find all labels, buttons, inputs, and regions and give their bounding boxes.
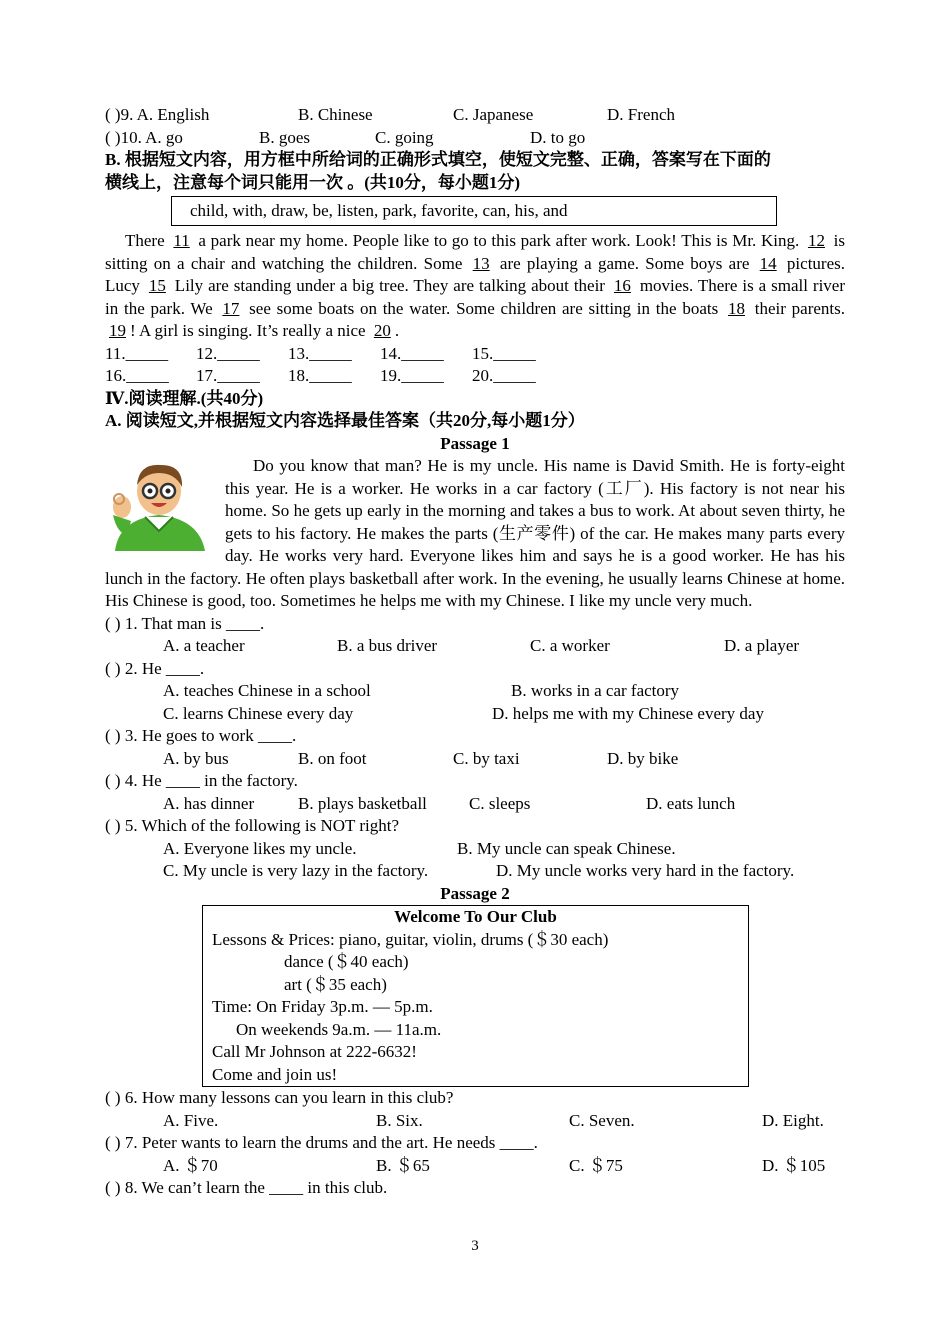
cloze-text: their parents. xyxy=(748,298,845,318)
question-stem: ( ) 2. He ____. xyxy=(105,658,205,678)
option-d[interactable]: D. by bike xyxy=(607,748,679,768)
question-7-options xyxy=(105,1155,845,1178)
question-4-options xyxy=(105,793,845,816)
option-d[interactable]: D. eats lunch xyxy=(646,793,736,813)
option-b[interactable]: B. Six. xyxy=(376,1110,423,1130)
option-d[interactable]: D. My uncle works very hard in the factory. xyxy=(496,861,795,880)
question-2-options-2 xyxy=(105,703,845,726)
question-4 xyxy=(105,770,845,793)
passage-1 xyxy=(105,455,845,613)
question-stem: ( ) 4. He ____ in the factory. xyxy=(105,771,298,790)
section-b-title-2: 横线上，注意每个词只能用一次 。(共10分，每小题1分) xyxy=(105,172,521,192)
section-a-title: A. 阅读短文,并根据短文内容选择最佳答案（共20分,每小题1分） xyxy=(105,411,585,430)
cloze-blank-20[interactable]: 20 xyxy=(373,321,391,340)
cloze-text: movies. There is a small river in the park. We xyxy=(105,276,845,318)
option-d: D. French xyxy=(607,105,675,124)
cloze-blank-16[interactable]: 16 xyxy=(613,276,631,295)
option-b[interactable]: B. a bus driver xyxy=(337,636,438,655)
option-b[interactable]: B. works in a car factory xyxy=(511,681,680,700)
club-line: Time: On Friday 3p.m. — 5p.m. xyxy=(212,997,433,1016)
option-b[interactable]: B. My uncle can speak Chinese. xyxy=(457,838,676,858)
option-b: B. goes xyxy=(259,127,310,147)
answer-blank[interactable]: 18._____ xyxy=(288,366,352,385)
club-title: Welcome To Our Club xyxy=(394,907,557,926)
question-10 xyxy=(105,127,845,150)
option-c: C. going xyxy=(375,127,434,147)
option-a[interactable]: A. Everyone likes my uncle. xyxy=(163,838,357,858)
answer-blank[interactable]: 19._____ xyxy=(380,366,444,385)
question-5-options-2 xyxy=(105,860,845,883)
cloze-text: are playing a game. Some boys are xyxy=(493,253,756,273)
club-line: Lessons & Prices: piano, guitar, violin, drums (＄30 each) xyxy=(212,929,609,949)
cloze-blank-12[interactable]: 12 xyxy=(807,231,825,250)
answer-blank[interactable]: 16._____ xyxy=(105,366,169,385)
question-5 xyxy=(105,815,845,838)
answer-blank[interactable]: 15._____ xyxy=(472,343,536,363)
option-d[interactable]: D. ＄105 xyxy=(762,1155,826,1175)
cloze-blank-14[interactable]: 14 xyxy=(759,253,777,273)
option-b: B. Chinese xyxy=(298,105,373,124)
cloze-passage xyxy=(105,230,845,343)
question-3-options xyxy=(105,748,845,771)
cloze-blank-15[interactable]: 15 xyxy=(148,276,166,295)
question-9-stem: ( )9. A. English xyxy=(105,105,210,124)
section-b-title-1: B. 根据短文内容，用方框中所给词的正确形式填空，使短文完整、正确，答案写在下面的 xyxy=(105,150,771,169)
question-stem: ( ) 6. How many lessons can you learn in this club? xyxy=(105,1088,454,1107)
option-d[interactable]: D. helps me with my Chinese every day xyxy=(492,703,764,723)
question-10-stem: ( )10. A. go xyxy=(105,127,183,147)
cloze-blank-19[interactable]: 19 xyxy=(109,321,126,340)
option-d: D. to go xyxy=(530,127,586,147)
question-stem: ( ) 5. Which of the following is NOT right? xyxy=(105,816,399,835)
option-c[interactable]: C. My uncle is very lazy in the factory. xyxy=(163,861,429,880)
answer-row-1 xyxy=(105,343,845,366)
question-5-options-1 xyxy=(105,838,845,861)
club-line: On weekends 9a.m. — 11a.m. xyxy=(236,1019,442,1039)
option-c[interactable]: C. ＄75 xyxy=(569,1155,623,1175)
question-3 xyxy=(105,725,845,748)
option-d[interactable]: D. a player xyxy=(724,636,800,655)
option-a[interactable]: A. teaches Chinese in a school xyxy=(163,681,371,700)
option-a[interactable]: A. by bus xyxy=(163,748,229,768)
question-1 xyxy=(105,613,845,636)
question-2-options-1 xyxy=(105,680,845,703)
option-c[interactable]: C. a worker xyxy=(530,636,610,655)
option-c: C. Japanese xyxy=(453,105,534,124)
question-stem: ( ) 3. He goes to work ____. xyxy=(105,726,297,745)
answer-row-2 xyxy=(105,365,845,388)
answer-blank[interactable]: 13._____ xyxy=(288,343,352,363)
answer-blank[interactable]: 14._____ xyxy=(380,343,444,363)
passage-2-heading: Passage 2 xyxy=(440,883,510,903)
option-b[interactable]: B. plays basketball xyxy=(298,793,427,813)
cloze-text: a park near my home. People like to go to this park after work. Look! This is Mr. King. xyxy=(193,231,804,250)
question-6-options xyxy=(105,1110,845,1133)
club-line: Come and join us! xyxy=(212,1064,338,1084)
cloze-text: ! A girl is singing. It’s really a nice xyxy=(130,321,370,340)
answer-blank[interactable]: 11._____ xyxy=(105,343,169,363)
option-a[interactable]: A. a teacher xyxy=(163,636,245,655)
option-a[interactable]: A. has dinner xyxy=(163,793,255,813)
page-number: 3 xyxy=(471,1238,479,1254)
option-c[interactable]: C. learns Chinese every day xyxy=(163,703,354,723)
club-line: art (＄35 each) xyxy=(284,974,387,994)
answer-blank[interactable]: 20._____ xyxy=(472,366,536,385)
option-b[interactable]: B. on foot xyxy=(298,748,367,768)
question-8 xyxy=(105,1177,845,1200)
section-iv-title: Ⅳ.阅读理解.(共40分) xyxy=(105,388,264,408)
option-c[interactable]: C. by taxi xyxy=(453,748,520,768)
question-6 xyxy=(105,1087,845,1110)
option-a[interactable]: A. Five. xyxy=(163,1110,219,1130)
option-a[interactable]: A. ＄70 xyxy=(163,1155,218,1175)
question-1-options xyxy=(105,635,845,658)
cloze-text: There xyxy=(125,231,170,250)
option-b[interactable]: B. ＄65 xyxy=(376,1155,430,1175)
option-d[interactable]: D. Eight. xyxy=(762,1110,824,1130)
cartoon-uncle-image xyxy=(105,457,213,551)
cloze-text: . xyxy=(394,321,400,340)
cloze-text: is sitting on a chair and watching the children. Some xyxy=(105,231,845,273)
question-stem: ( ) 8. We can’t learn the ____ in this club. xyxy=(105,1178,388,1197)
question-2 xyxy=(105,658,845,681)
option-c[interactable]: C. sleeps xyxy=(469,793,531,813)
cloze-blank-11[interactable]: 11 xyxy=(173,231,190,250)
passage-1-heading: Passage 1 xyxy=(440,433,510,453)
cloze-text: see some boats on the water. Some children are sitting in the boats xyxy=(243,298,724,318)
option-c[interactable]: C. Seven. xyxy=(569,1110,635,1130)
cloze-blank-13[interactable]: 13 xyxy=(472,253,490,273)
club-line: dance (＄40 each) xyxy=(284,952,409,971)
question-stem: ( ) 7. Peter wants to learn the drums and the art. He needs ____. xyxy=(105,1133,538,1152)
cloze-text: Lily are standing under a big tree. They are talking about their xyxy=(169,276,610,295)
cloze-blank-17[interactable]: 17 xyxy=(222,298,240,318)
cloze-blank-18[interactable]: 18 xyxy=(727,298,745,318)
exam-page xyxy=(105,104,845,1200)
question-9 xyxy=(105,104,845,127)
passage-1-text xyxy=(105,455,845,613)
answer-blank[interactable]: 17._____ xyxy=(196,366,260,385)
club-notice-box xyxy=(202,905,749,1087)
question-stem: ( ) 1. That man is ____. xyxy=(105,613,265,633)
question-7 xyxy=(105,1132,845,1155)
cloze-text: pictures. Lucy xyxy=(105,253,845,295)
word-box: child, with, draw, be, listen, park, favorite, can, his, and xyxy=(171,196,777,226)
answer-blank[interactable]: 12._____ xyxy=(196,343,260,363)
passage-1-body: Do you know that man? He is my uncle. His name is David Smith. He is forty-eight this year. He is a worker. He works in a car factory (工厂). His factory is not near his home. So he gets up early in the morning and takes a bus to work. At about seven thirty, he gets to his factory. He makes the parts (生产零件) of the car. He makes many parts every day. He works very hard. Everyone likes him and says he is a good worker. He has his lunch in the factory. He often plays basketball after work. In the evening, he usually learns Chinese at home. His Chinese is good, too. Sometimes he helps me with my Chinese. I like my uncle very much. xyxy=(105,456,845,610)
club-line: Call Mr Johnson at 222-6632! xyxy=(212,1042,417,1061)
